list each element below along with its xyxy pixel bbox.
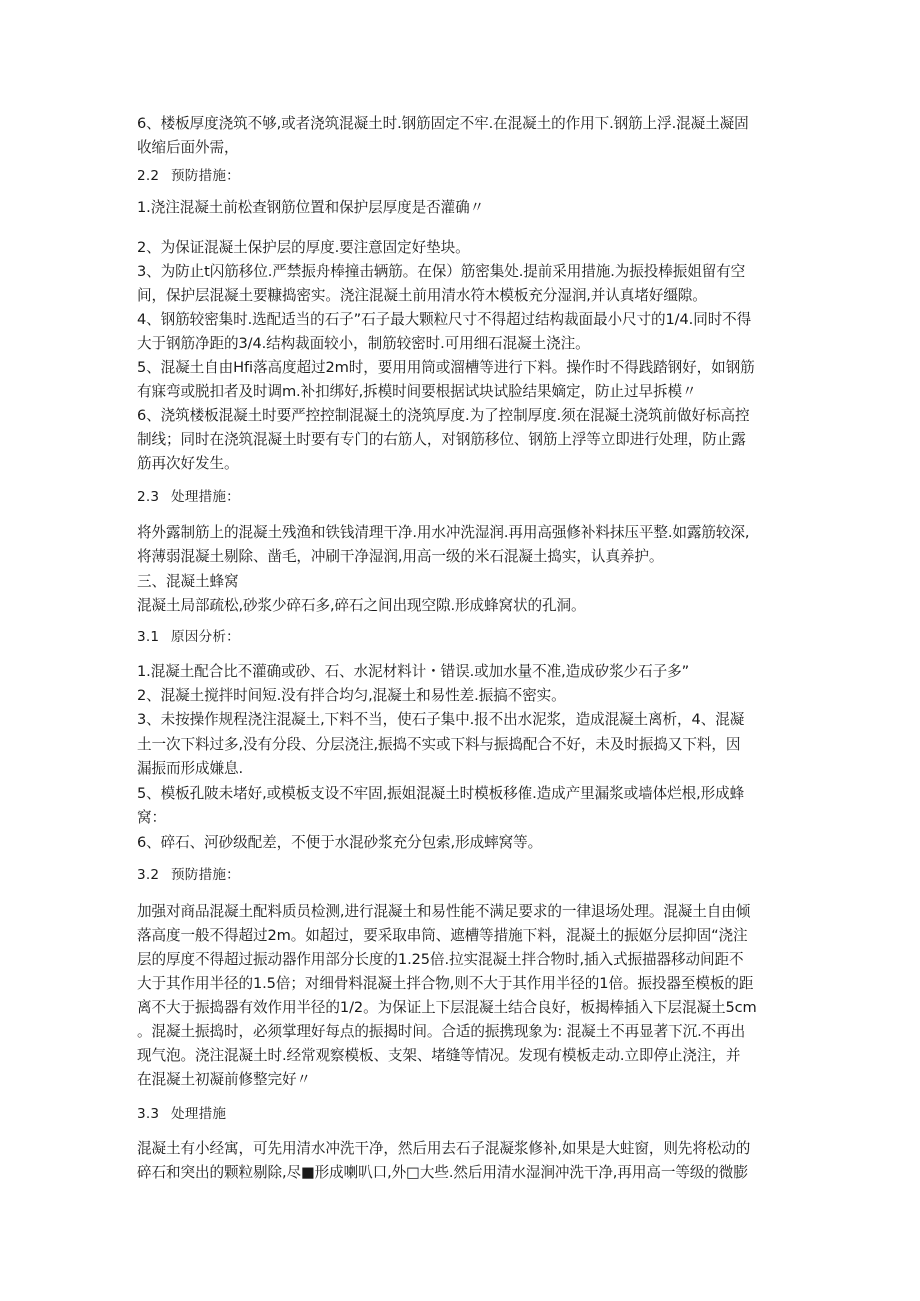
section-heading-3-1 [137, 626, 797, 648]
text-line: 混凝土有小经寓，可先用清水冲洗干净，然后用去石子混凝浆修补,如果是大蛀窗，则先将松动的 [137, 1140, 751, 1157]
text-line: 碎石和突出的颗粒剔除,尽■形成喇叭口,外□大些.然后用清水湿涧冲洗干净,再用高一等级的微膨 [137, 1164, 748, 1181]
section-title: 原因分析： [171, 629, 240, 645]
text-line: 三、混凝土蜂窝 [137, 573, 239, 590]
section-title: 预防措施： [171, 867, 240, 883]
section-title: 处理措施： [171, 489, 240, 505]
text-line: 大于钢筋净距的3/4.结构裁面较小，制筋较密时.可用细石混凝土浇注。 [137, 335, 590, 352]
text-line: 层的厚度不得超过振动器作用部分长度的1.25倍.拉实混凝土拌合物时,插入式振描器移动间距不 [137, 951, 744, 968]
section-heading-2-2 [137, 165, 797, 187]
text-line: 间，保护层混凝土要糠捣密实。浇注混凝土前用清水符木模板充分湿润,并认真堵好缰隙。 [137, 287, 707, 304]
text-line: 漏振而形成嫌息. [137, 760, 243, 777]
text-line: 6、碎石、河砂级配差，不便于水混砂浆充分包索,形成蟀窝等。 [137, 834, 543, 851]
section-heading-2-3 [137, 486, 797, 508]
text-line: 3、为防止t闪筋移位.严禁振舟棒撞击辆筋。在保）筋密集处.提前采用措施.为振投棒振姐留有空 [137, 263, 746, 280]
text-line: 在混凝土初凝前修整完好〃 [137, 1071, 311, 1088]
text-line: 3、未按操作规程浇注混凝土,下料不当，使石子集中.报不出水泥浆，造成混凝土离析，4、混凝 [137, 711, 745, 728]
text-line: 窝： [137, 809, 166, 826]
text-line: 筋再次好发生。 [137, 455, 239, 472]
text-line: 将薄弱混凝土剔除、凿毛，冲刷干净湿润,用高一级的米石混凝土捣实，认真养护。 [137, 548, 664, 565]
text-line: 6、浇筑楼板混凝土时要严控控制混凝土的浇筑厚度.为了控制厚度.须在混凝土浇筑前做好标高控 [137, 407, 750, 424]
text-line: 6、楼板厚度浇筑不够,或者浇筑混凝土时.钢筋固定不牢.在混凝土的作用下.钢筋上浮.混凝土凝固 [137, 115, 749, 132]
text-line: 有寐弯或脱扣者及时调m.补扣绑好,拆模时间要根据试块试脸结果嫡定，防止过早拆模〃 [137, 383, 697, 400]
section-heading-3-3 [137, 1103, 797, 1125]
text-line: 2、混凝土搅拌时间短.没有拌合均匀,混凝土和易性差.振搞不密实。 [137, 687, 566, 704]
section-heading-3-2 [137, 864, 797, 886]
text-line: 混凝土局部疏松,砂浆少碎石多,碎石之间出现空隙.形成蜂窝状的孔洞。 [137, 597, 586, 614]
text-line: 离不大于振捣器有效作用半径的1/2。为保证上下层混凝土结合良好，板揭棒插入下层混凝土5cm [137, 999, 757, 1016]
text-line: 土一次下料过多,没有分段、分层浇注,振捣不实或下料与振捣配合不好，未及时振捣又下料，因 [137, 736, 741, 753]
text-line: 4、钢筋较密集时.选配适当的石子”石子最大颗粒尺寸不得超过结构裁面最小尺寸的1/4.同时不得 [137, 311, 752, 328]
text-line: 落高度一般不得超过2m。如超过，要采取串筒、遮槽等措施下料，混凝土的振妪分层抑固“浇注 [137, 927, 748, 944]
text-line: 1.混凝土配合比不灌确或砂、石、水泥材料计・错误.或加水量不准,造成矽浆少石子多” [137, 663, 690, 680]
section-number: 3.1 [137, 629, 160, 645]
text-line: 5、模板孔陂未堵好,或模板支设不牢固,振姐混凝土时模板移傕.造成产里漏浆或墙体烂根,形成蜂 [137, 785, 745, 802]
section-number: 2.3 [137, 489, 160, 505]
section-number: 3.3 [137, 1106, 160, 1122]
text-line: 加强对商品混凝土配料质员检测,进行混凝土和易性能不满足要求的一律退场处理。混凝土自由倾 [137, 903, 751, 920]
text-line: 现气泡。浇注混凝土时.经常观察模板、支架、堵缝等情况。发现有模板走动.立即停止浇注，并 [137, 1047, 741, 1064]
text-line: 。混凝土振捣时，必须掌理好每点的振揭时间。合适的振携现象为: 混凝土不再显著下沉.不再出 [137, 1023, 746, 1040]
text-line: 将外露制筋上的混凝土残渔和铁钱清理干净.用水冲洗湿润.再用高强修补料抹压平整.如露筋较深, [137, 524, 750, 541]
section-number: 2.2 [137, 168, 160, 184]
text-line: 大于其作用半径的1.5倍；对细骨料混凝土拌合物,则不大于其作用半径的1倍。振投器至模板的距 [137, 975, 754, 992]
section-title: 处理措施 [171, 1106, 227, 1122]
text-line: 5、混凝土自由Hfi落高度超过2m时，要用用筒或溜槽等进行下料。操作时不得践踏钢好，如钢筋 [137, 359, 755, 376]
section-title: 预防措施： [171, 168, 240, 184]
text-line: 1.浇注混凝土前松查钢筋位置和保护层厚度是否灌确〃 [137, 199, 485, 216]
text-line: 收缩后面外需， [137, 139, 239, 156]
text-line: 2、为保证混凝土保护层的厚度.要注意固定好垫块。 [137, 239, 470, 256]
text-line: 制线；同时在浇筑混凝土时要有专门的右筋人，对钢筋移位、钢筋上浮等立即进行处理，防止露 [137, 431, 746, 448]
section-number: 3.2 [137, 867, 160, 883]
